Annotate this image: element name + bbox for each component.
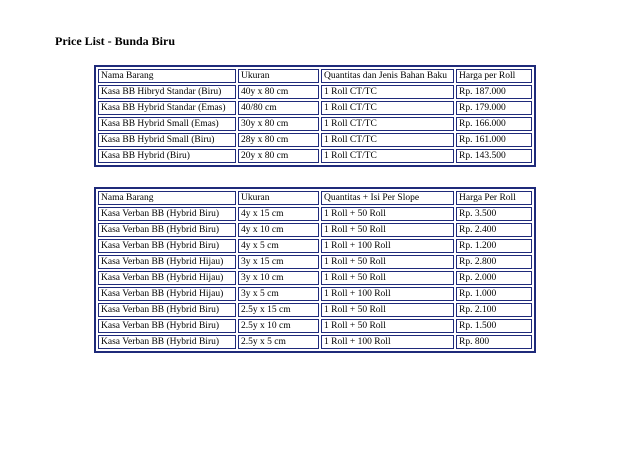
cell-ukuran: 3y x 5 cm — [238, 287, 319, 301]
table-row — [98, 85, 532, 99]
header-quantitas: Quantitas dan Jenis Bahan Baku — [321, 69, 454, 83]
cell-nama-barang: Kasa BB Hybrid Small (Biru) — [98, 133, 236, 147]
cell-ukuran: 2.5y x 5 cm — [238, 335, 319, 349]
cell-ukuran: 4y x 5 cm — [238, 239, 319, 253]
table-row — [98, 223, 532, 237]
table-row — [98, 287, 532, 301]
cell-nama-barang: Kasa Verban BB (Hybrid Biru) — [98, 207, 236, 221]
cell-quantitas: 1 Roll + 50 Roll — [321, 207, 454, 221]
cell-quantitas: 1 Roll + 100 Roll — [321, 335, 454, 349]
price-table-kasa-verban — [94, 187, 536, 353]
cell-harga: Rp. 2.800 — [456, 255, 532, 269]
table-header-row — [98, 69, 532, 83]
cell-ukuran: 3y x 15 cm — [238, 255, 319, 269]
cell-nama-barang: Kasa Verban BB (Hybrid Hijau) — [98, 271, 236, 285]
cell-quantitas: 1 Roll + 50 Roll — [321, 255, 454, 269]
cell-quantitas: 1 Roll + 100 Roll — [321, 239, 454, 253]
cell-harga: Rp. 2.400 — [456, 223, 532, 237]
price-table-kasa — [94, 65, 536, 167]
cell-ukuran: 3y x 10 cm — [238, 271, 319, 285]
cell-quantitas: 1 Roll + 50 Roll — [321, 223, 454, 237]
cell-nama-barang: Kasa Verban BB (Hybrid Biru) — [98, 335, 236, 349]
cell-ukuran: 40y x 80 cm — [238, 85, 319, 99]
cell-quantitas: 1 Roll CT/TC — [321, 117, 454, 131]
cell-harga: Rp. 3.500 — [456, 207, 532, 221]
cell-ukuran: 20y x 80 cm — [238, 149, 319, 163]
table-row — [98, 255, 532, 269]
cell-ukuran: 2.5y x 10 cm — [238, 319, 319, 333]
cell-harga: Rp. 161.000 — [456, 133, 532, 147]
cell-harga: Rp. 143.500 — [456, 149, 532, 163]
cell-nama-barang: Kasa Verban BB (Hybrid Hijau) — [98, 287, 236, 301]
cell-harga: Rp. 2.100 — [456, 303, 532, 317]
cell-nama-barang: Kasa Verban BB (Hybrid Hijau) — [98, 255, 236, 269]
table-row — [98, 271, 532, 285]
cell-quantitas: 1 Roll CT/TC — [321, 85, 454, 99]
header-nama-barang: Nama Barang — [98, 191, 236, 205]
table-row — [98, 335, 532, 349]
cell-harga: Rp. 800 — [456, 335, 532, 349]
cell-ukuran: 4y x 15 cm — [238, 207, 319, 221]
cell-nama-barang: Kasa Verban BB (Hybrid Biru) — [98, 303, 236, 317]
cell-nama-barang: Kasa BB Hybrid (Biru) — [98, 149, 236, 163]
cell-ukuran: 2.5y x 15 cm — [238, 303, 319, 317]
table-row — [98, 319, 532, 333]
table-row — [98, 117, 532, 131]
cell-nama-barang: Kasa BB Hybrid Standar (Emas) — [98, 101, 236, 115]
header-harga: Harga per Roll — [456, 69, 532, 83]
cell-nama-barang: Kasa Verban BB (Hybrid Biru) — [98, 223, 236, 237]
header-ukuran: Ukuran — [238, 69, 319, 83]
table-row — [98, 207, 532, 221]
cell-harga: Rp. 1.000 — [456, 287, 532, 301]
cell-harga: Rp. 1.500 — [456, 319, 532, 333]
cell-harga: Rp. 2.000 — [456, 271, 532, 285]
cell-quantitas: 1 Roll + 100 Roll — [321, 287, 454, 301]
table-row — [98, 303, 532, 317]
cell-nama-barang: Kasa Verban BB (Hybrid Biru) — [98, 319, 236, 333]
cell-ukuran: 40/80 cm — [238, 101, 319, 115]
table-header-row — [98, 191, 532, 205]
table-row — [98, 149, 532, 163]
cell-quantitas: 1 Roll CT/TC — [321, 133, 454, 147]
cell-quantitas: 1 Roll + 50 Roll — [321, 271, 454, 285]
header-quantitas: Quantitas + Isi Per Slope — [321, 191, 454, 205]
cell-nama-barang: Kasa BB Hybrid Small (Emas) — [98, 117, 236, 131]
cell-quantitas: 1 Roll CT/TC — [321, 101, 454, 115]
cell-ukuran: 4y x 10 cm — [238, 223, 319, 237]
cell-nama-barang: Kasa Verban BB (Hybrid Biru) — [98, 239, 236, 253]
cell-nama-barang: Kasa BB Hibryd Standar (Biru) — [98, 85, 236, 99]
table-row — [98, 133, 532, 147]
cell-harga: Rp. 1.200 — [456, 239, 532, 253]
cell-harga: Rp. 179.000 — [456, 101, 532, 115]
page-title: Price List - Bunda Biru — [55, 34, 176, 48]
cell-ukuran: 30y x 80 cm — [238, 117, 319, 131]
header-ukuran: Ukuran — [238, 191, 319, 205]
cell-harga: Rp. 166.000 — [456, 117, 532, 131]
cell-quantitas: 1 Roll + 50 Roll — [321, 319, 454, 333]
table-row — [98, 101, 532, 115]
cell-ukuran: 28y x 80 cm — [238, 133, 319, 147]
table-row — [98, 239, 532, 253]
cell-quantitas: 1 Roll + 50 Roll — [321, 303, 454, 317]
header-harga: Harga Per Roll — [456, 191, 532, 205]
cell-quantitas: 1 Roll CT/TC — [321, 149, 454, 163]
cell-harga: Rp. 187.000 — [456, 85, 532, 99]
header-nama-barang: Nama Barang — [98, 69, 236, 83]
